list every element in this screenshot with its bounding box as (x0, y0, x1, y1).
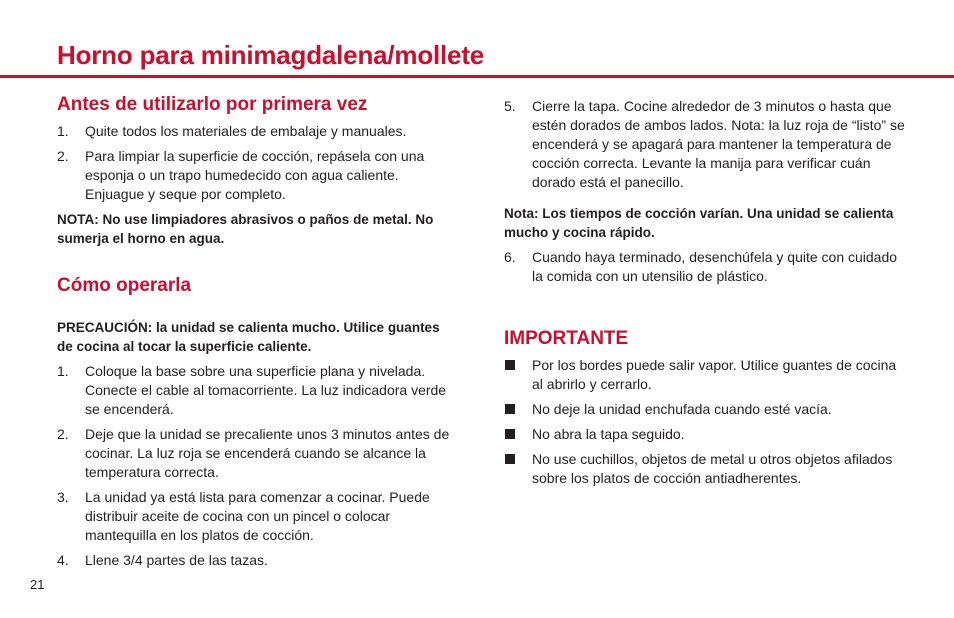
list-item (504, 450, 906, 488)
list-item (504, 425, 906, 444)
step-number: 2. (57, 426, 69, 442)
step-text: Para limpiar la superficie de cocción, repásela con una esponja o un trapo humedecido con agua caliente. Enjuague y seque por completo. (85, 148, 425, 202)
step-item (504, 248, 906, 286)
step-text: La unidad ya está lista para comenzar a cocinar. Puede distribuir aceite de cocina con un pincel o colocar mantequilla en los platos de cocción. (85, 489, 430, 543)
list-item-text: No use cuchillos, objetos de metal u otros objetos afilados sobre los platos de cocción antiadherentes. (532, 451, 893, 486)
step-item (504, 97, 906, 192)
list-item-text: No abra la tapa seguido. (532, 426, 685, 442)
step-text: Deje que la unidad se precaliente unos 3 minutos antes de cocinar. La luz roja se encenderá cuando se alcance la temperatura correcta. (85, 426, 450, 480)
step-number: 1. (57, 123, 69, 139)
step-number: 1. (57, 363, 69, 379)
step-text: Coloque la base sobre una superficie plana y nivelada. Conecte el cable al tomacorriente. La luz indicadora verde se encenderá. (85, 363, 447, 417)
step-item (57, 122, 457, 141)
list-item-text: Por los bordes puede salir vapor. Utilice guantes de cocina al abrirlo y cerrarlo. (532, 357, 897, 392)
caution-note: PRECAUCIÓN: la unidad se calienta mucho. Utilice guantes de cocina al tocar la superficie caliente. (57, 320, 440, 354)
important-heading: IMPORTANTE (504, 328, 629, 349)
step-text: Cierre la tapa. Cocine alrededor de 3 minutos o hasta que estén dorados de ambos lados. Nota: la luz roja de “listo” se encenderá y se apagará para mantener la temperatura de cocción correcta. Levante la manija para verificar cuán dorado está el panecillo. (532, 98, 905, 190)
step-number: 4. (57, 552, 69, 568)
step-text: Cuando haya terminado, desenchúfela y quite con cuidado la comida con un utensilio de plástico. (532, 249, 898, 284)
step-item (57, 551, 457, 570)
cooking-time-note: Nota: Los tiempos de cocción varían. Una unidad se calienta mucho y cocina rápido. (504, 206, 894, 240)
title-divider (0, 75, 954, 78)
operate-steps-final (504, 248, 906, 286)
left-column (57, 92, 457, 576)
cleaning-note: NOTA: No use limpiadores abrasivos o paños de metal. No sumerja el horno en agua. (57, 212, 434, 246)
step-number: 3. (57, 489, 69, 505)
list-item (504, 400, 906, 419)
operate-steps (57, 362, 457, 570)
step-item (57, 488, 457, 545)
step-number: 5. (504, 98, 516, 114)
step-number: 2. (57, 148, 69, 164)
operate-steps-continued (504, 97, 906, 192)
list-item-text: No deje la unidad enchufada cuando esté vacía. (532, 401, 832, 417)
page-title: Horno para minimagdalena/mollete (57, 40, 485, 70)
step-item (57, 425, 457, 482)
page-number: 21 (30, 577, 45, 592)
step-text: Llene 3/4 partes de las tazas. (85, 552, 268, 568)
how-to-operate-heading: Cómo operarla (57, 275, 192, 296)
step-item (57, 362, 457, 419)
square-bullet-icon (505, 404, 515, 414)
square-bullet-icon (505, 360, 515, 370)
list-item (504, 356, 906, 394)
before-first-use-steps (57, 122, 457, 204)
right-column (504, 97, 906, 494)
step-item (57, 147, 457, 204)
step-number: 6. (504, 249, 516, 265)
important-list (504, 356, 906, 488)
step-text: Quite todos los materiales de embalaje y manuales. (85, 123, 407, 139)
square-bullet-icon (505, 454, 515, 464)
before-first-use-heading: Antes de utilizarlo por primera vez (57, 94, 368, 115)
square-bullet-icon (505, 429, 515, 439)
